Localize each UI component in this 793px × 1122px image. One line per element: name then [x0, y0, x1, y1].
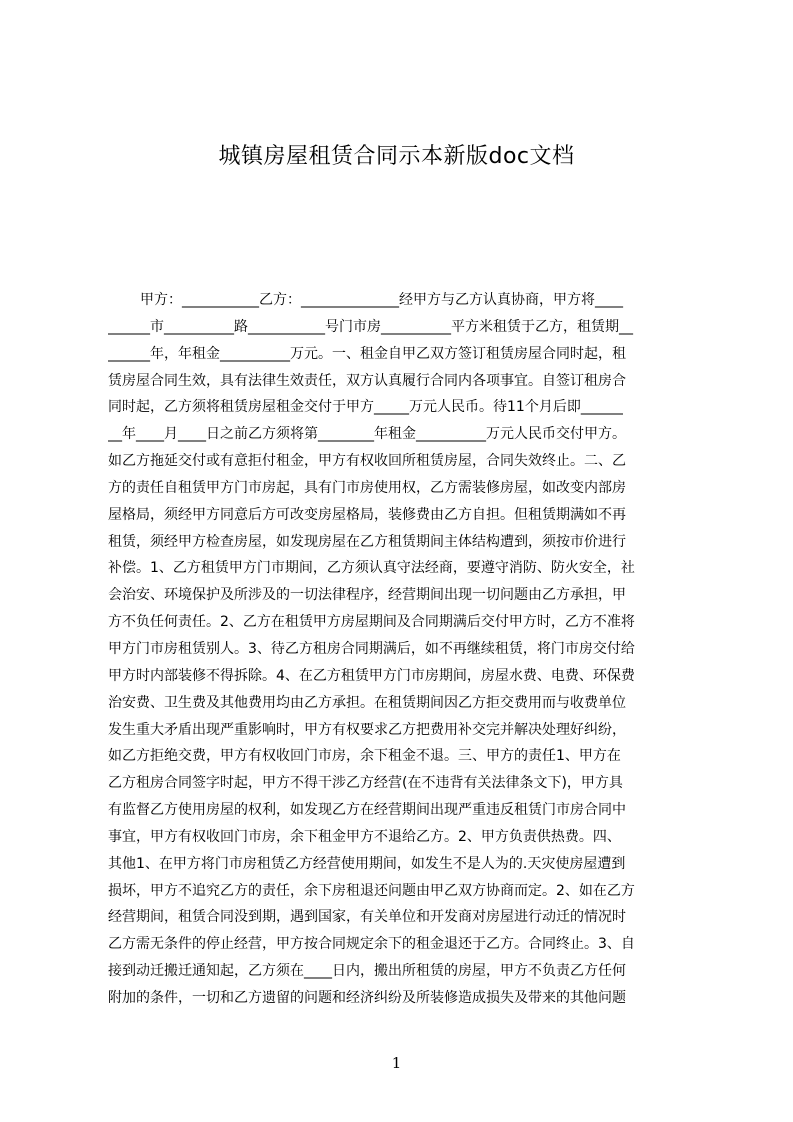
- page-number: 1: [391, 1054, 402, 1072]
- body-line: 发生重大矛盾出现严重影响时，甲方有权要求乙方把费用补交完并解决处理好纠纷，: [108, 721, 626, 738]
- body-line: 事宜，甲方有权收回门市房，余下租金甲方不退给乙方。2、甲方负责供热费。四、: [108, 828, 621, 845]
- body-line: 屋格局，须经甲方同意后方可改变房屋格局，装修费由乙方自担。但租赁期满如不再: [108, 506, 626, 523]
- body-line: 同时起，乙方须将租赁房屋租金交付于甲方_____万元人民币。待11个月后即______: [108, 399, 623, 416]
- document-title: 城镇房屋租赁合同示本新版doc文档: [218, 144, 575, 169]
- body-line: 方不负任何责任。2、乙方在租赁甲方房屋期间及合同期满后交付甲方时，乙方不准将: [108, 614, 635, 631]
- body-line: 如乙方拒绝交费，甲方有权收回门市房，余下租金不退。三、甲方的责任1、甲方在: [108, 748, 621, 765]
- body-line: 附加的条件，一切和乙方遗留的问题和经济纠纷及所装修造成损失及带来的其他问题: [108, 989, 626, 1006]
- body-line: 经营期间，租赁合同没到期，遇到国家，有关单位和开发商对房屋进行动迁的情况时: [108, 909, 626, 926]
- body-line: 赁房屋合同生效，具有法律生效责任，双方认真履行合同内各项事宜。自签订租房合: [108, 372, 626, 389]
- body-line: 接到动迁搬迁通知起，乙方须在____日内，搬出所租赁的房屋，甲方不负责乙方任何: [108, 963, 626, 980]
- body-line: 有监督乙方使用房屋的权利，如发现乙方在经营期间出现严重违反租赁门市房合同中: [108, 802, 626, 819]
- body-line: 其他1、在甲方将门市房租赁乙方经营使用期间，如发生不是人为的.天灾使房屋遭到: [108, 855, 626, 872]
- body-line: __年____月____日之前乙方须将第________年租金__________万元人民币交付甲方。: [108, 426, 626, 443]
- body-line: ______市__________路___________号门市房__________平方米租赁于乙方，租赁期__: [108, 318, 633, 335]
- body-line: 损坏，甲方不追究乙方的责任，余下房租退还问题由甲乙双方协商而定。2、如在乙方: [108, 882, 635, 899]
- body-line: 治安费、卫生费及其他费用均由乙方承担。在租赁期间因乙方拒交费用而与收费单位: [108, 694, 626, 711]
- body-line: 甲方时内部装修不得拆除。4、在乙方租赁甲方门市房期间，房屋水费、电费、环保费: [108, 667, 635, 684]
- body-line: 租赁，须经甲方检查房屋，如发现房屋在乙方租赁期间主体结构遭到，须按市价进行: [108, 533, 626, 550]
- body-line: 补偿。1、乙方租赁甲方门市期间，乙方须认真守法经商，要遵守消防、防火安全，社: [108, 560, 635, 577]
- body-line: 甲方门市房租赁别人。3、待乙方租房合同期满后，如不再继续租赁，将门市房交付给: [108, 640, 635, 657]
- document-body: [108, 287, 698, 1037]
- body-line: 乙方租房合同签字时起，甲方不得干涉乙方经营(在不违背有关法律条文下)，甲方具: [108, 775, 623, 792]
- body-line: 乙方需无条件的停止经营，甲方按合同规定余下的租金退还于乙方。合同终止。3、自: [108, 936, 635, 953]
- body-line: 方的责任自租赁甲方门市房起，具有门市房使用权，乙方需装修房屋，如改变内部房: [108, 479, 626, 496]
- body-line: 会治安、环境保护及所涉及的一切法律程序，经营期间出现一切问题由乙方承担，甲: [108, 587, 626, 604]
- body-line: ______年，年租金__________万元。一、租金自甲乙双方签订租赁房屋合同时起，租: [108, 345, 626, 362]
- body-line: 如乙方拖延交付或有意拒付租金，甲方有权收回所租赁房屋，合同失效终止。二、乙: [108, 453, 626, 470]
- body-line: 甲方：___________乙方：______________经甲方与乙方认真协商，甲方将____: [140, 292, 623, 308]
